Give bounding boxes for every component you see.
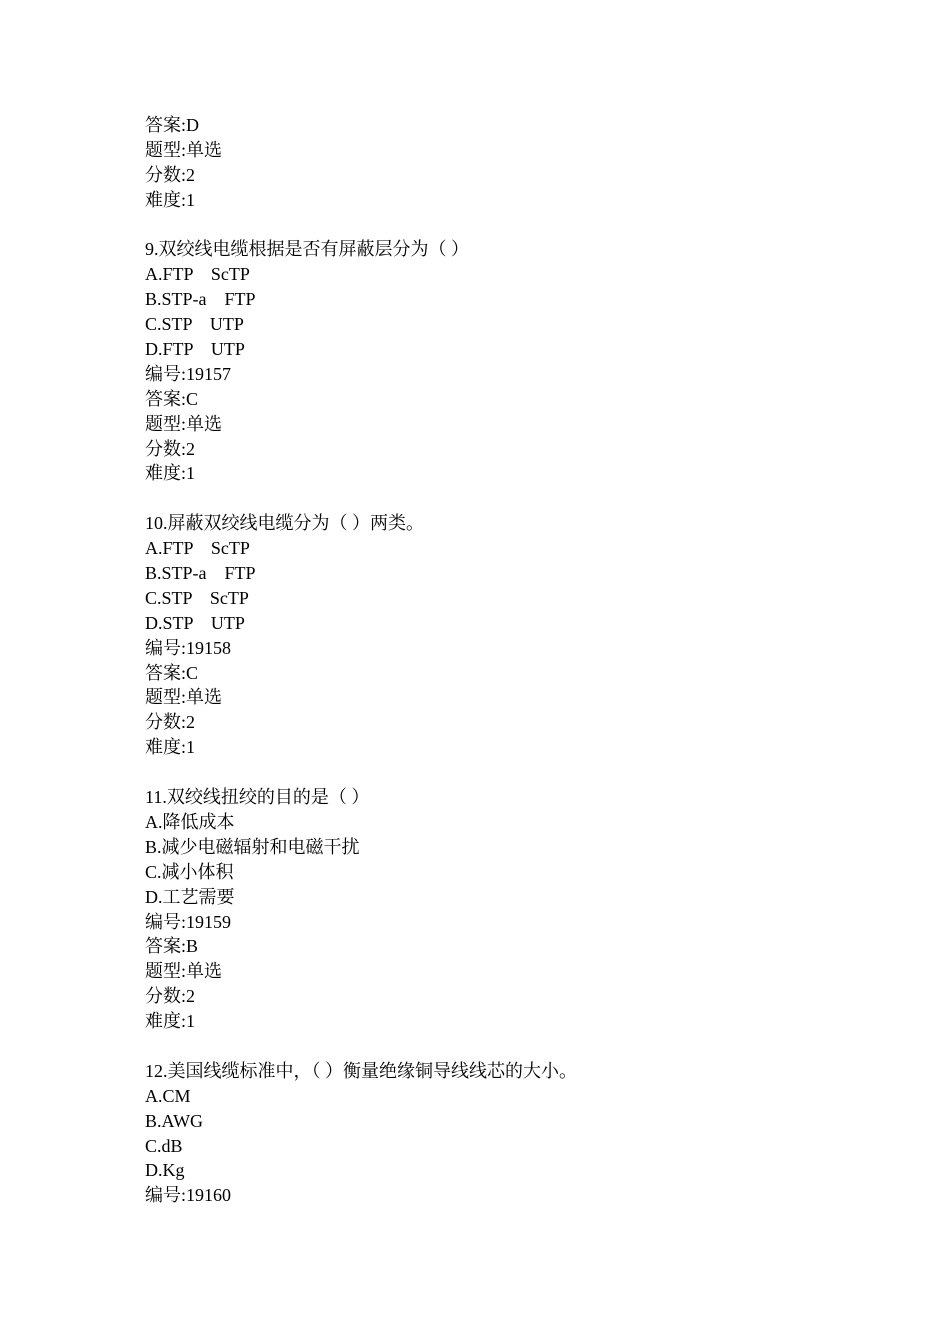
type-line: 题型:单选 xyxy=(145,413,223,434)
answer-line: 答案:B xyxy=(145,936,199,957)
difficulty-line: 难度:1 xyxy=(145,1011,196,1032)
option-b: B.STP-a FTP xyxy=(145,563,256,584)
type-line: 题型:单选 xyxy=(145,139,223,160)
difficulty-line: 难度:1 xyxy=(145,737,196,758)
spacer xyxy=(145,1034,845,1059)
question-text: 10.屏蔽双绞线电缆分为（ ）两类。 xyxy=(145,513,424,534)
answer-line: 答案:D xyxy=(145,115,199,135)
answer-line: 答案:C xyxy=(145,388,199,409)
score-line: 分数:2 xyxy=(145,164,196,185)
score-line: 分数:2 xyxy=(145,986,196,1007)
option-c: C.dB xyxy=(145,1135,183,1156)
option-d: D.工艺需要 xyxy=(145,886,235,907)
option-c: C.减小体积 xyxy=(145,861,234,882)
score-line: 分数:2 xyxy=(145,438,196,459)
spacer xyxy=(145,486,845,511)
option-d: D.STP UTP xyxy=(145,612,245,633)
option-c: C.STP UTP xyxy=(145,314,244,335)
option-a: A.FTP ScTP xyxy=(145,538,250,559)
score-line: 分数:2 xyxy=(145,712,196,733)
option-a: A.降低成本 xyxy=(145,811,235,832)
question-text: 11.双绞线扭绞的目的是（ ） xyxy=(145,787,370,808)
id-line: 编号:19160 xyxy=(145,1185,232,1206)
option-a: A.FTP ScTP xyxy=(145,264,250,285)
option-b: B.STP-a FTP xyxy=(145,289,256,310)
id-line: 编号:19157 xyxy=(145,363,232,384)
question-block xyxy=(145,785,845,1034)
option-d: D.FTP UTP xyxy=(145,339,245,360)
id-line: 编号:19159 xyxy=(145,911,232,932)
option-b: B.AWG xyxy=(145,1110,204,1131)
spacer xyxy=(145,213,845,238)
id-line: 编号:19158 xyxy=(145,637,232,658)
document-page xyxy=(145,113,845,1208)
previous-question-meta xyxy=(145,113,845,213)
question-text: 9.双绞线电缆根据是否有屏蔽层分为（ ） xyxy=(145,239,469,260)
option-c: C.STP ScTP xyxy=(145,587,249,608)
option-d: D.Kg xyxy=(145,1160,185,1181)
option-b: B.减少电磁辐射和电磁干扰 xyxy=(145,836,360,857)
question-block xyxy=(145,237,845,486)
type-line: 题型:单选 xyxy=(145,961,223,982)
question-block xyxy=(145,1059,845,1208)
type-line: 题型:单选 xyxy=(145,687,223,708)
spacer xyxy=(145,760,845,785)
question-text: 12.美国线缆标准中，（ ）衡量绝缘铜导线线芯的大小。 xyxy=(145,1060,577,1081)
option-a: A.CM xyxy=(145,1085,191,1106)
difficulty-line: 难度:1 xyxy=(145,189,196,210)
answer-line: 答案:C xyxy=(145,662,199,683)
difficulty-line: 难度:1 xyxy=(145,463,196,484)
question-block xyxy=(145,511,845,760)
